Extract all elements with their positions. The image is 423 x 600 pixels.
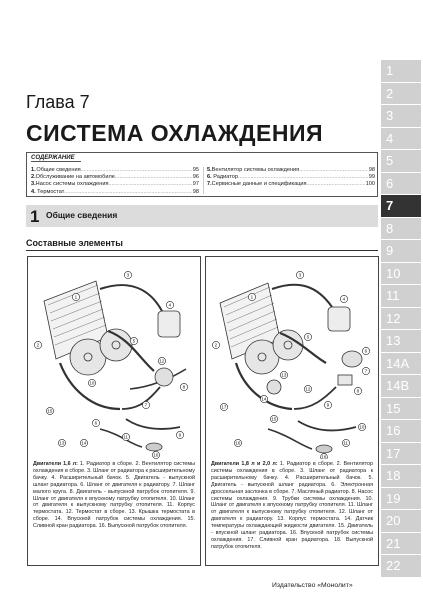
toc-leader — [108, 181, 191, 188]
toc-item-text: Насос системы охлаждения — [35, 181, 109, 188]
callout-5: 5 — [132, 338, 136, 344]
callout-11: 11 — [343, 440, 349, 446]
chapter-title: СИСТЕМА ОХЛАЖДЕНИЯ — [26, 120, 324, 146]
callout-8: 8 — [356, 388, 360, 394]
chapter-tab-11[interactable]: 11 — [381, 285, 421, 307]
toc-leader — [64, 189, 191, 196]
chapter-tab-14a[interactable]: 14A — [381, 353, 421, 375]
toc-item-page: 96 — [192, 174, 199, 181]
toc-column-right — [207, 167, 375, 189]
caption-heading: Двигатели 1,8 л и 2,0 л: — [211, 461, 278, 467]
toc-item[interactable] — [31, 189, 199, 196]
chapter-tab-16[interactable]: 16 — [381, 420, 421, 442]
section-number: 1 — [30, 207, 40, 226]
callout-4: 4 — [168, 302, 172, 308]
publisher-footer: Издательство «Монолит» — [272, 582, 353, 589]
toc-item-num: 2. — [31, 174, 36, 181]
callout-10: 10 — [89, 380, 95, 386]
cooling-diagram-1.8l-2.0l — [208, 259, 376, 459]
callout-6: 6 — [364, 348, 368, 354]
toc-item-num: 4. — [31, 188, 36, 195]
toc-item-page: 98 — [192, 188, 199, 195]
callout-11: 11 — [123, 434, 129, 440]
callout-15: 15 — [47, 408, 53, 414]
callout-13: 13 — [59, 440, 65, 446]
chapter-tab-12[interactable]: 12 — [381, 308, 421, 330]
caption-text: 1. Радиатор в сборе. 2. Вентилятор системы охлаждения в сборе. 3. Шланг от радиатора к расширительному бачку. 4. Расширительный бачок. 5. Двигатель - выпускной шланг радиатора. 6. Шланг от двигателя к радиатору. 7. Шланг малого круга. 8. Двигатель - выпускной патрубок отопителя. 9. Шланг от двигателя к впускному патрубку отопителя. 10. Шланг от двигателя к выпускному патрубку отопителя. 11. Корпус термостата. 12. Термостат в сборе. 13. Крышка термостата в сборе. 14. Впускной патрубок системы охлаждения. 15. Сливной кран радиатора. 16. Выпускной патрубок отопителя. — [33, 461, 195, 530]
caption-heading: Двигатели 1,6 л: — [33, 461, 78, 467]
chapter-tab-17[interactable]: 17 — [381, 443, 421, 465]
callout-18: 18 — [321, 454, 327, 459]
callout-14: 14 — [81, 440, 87, 446]
chapter-tab-15[interactable]: 15 — [381, 398, 421, 420]
toc-heading: СОДЕРЖАНИЕ — [31, 155, 81, 162]
toc-item-text: Вентилятор системы охлаждения — [211, 167, 300, 173]
callout-4: 4 — [342, 296, 346, 302]
toc-leader — [299, 167, 368, 174]
chapter-tab-2[interactable]: 2 — [381, 83, 421, 105]
toc-leader — [238, 174, 368, 181]
diagram-panel-1.6l — [27, 256, 201, 566]
callout-8: 8 — [182, 384, 186, 390]
section-title: Общие сведения — [46, 210, 118, 220]
callout-3: 3 — [126, 272, 130, 278]
toc-item-num: 7. — [207, 181, 212, 188]
chapter-tab-3[interactable]: 3 — [381, 105, 421, 127]
chapter-tabs — [381, 60, 421, 578]
toc-leader — [81, 167, 192, 174]
chapter-tab-4[interactable]: 4 — [381, 128, 421, 150]
section-header — [26, 205, 378, 227]
toc-item-text: Термостат — [37, 188, 65, 195]
toc-item[interactable] — [31, 174, 199, 181]
chapter-tab-18[interactable]: 18 — [381, 465, 421, 487]
toc-item[interactable] — [207, 181, 375, 188]
callout-7: 7 — [144, 402, 148, 408]
callout-2: 2 — [36, 342, 40, 348]
toc-item-num: 5. — [207, 167, 212, 173]
caption-text: 1. Радиатор в сборе. 2. Вентилятор системы охлаждения в сборе. 3. Шланг от радиатора к расширительному бачку. 4. Расширительный бачок. 5. Двигатель - выпускной шланг радиатора. 6. Электронная дроссельная заслонка в сборе. 7. Масляный радиатор. 8. Насос системы охлаждения. 9. Трубки системы охлаждения. 10. Шланг от двигателя к впускному патрубку отопителя. 11. Шланг от двигателя к выпускному патрубку отопителя. 12. Шланг от двигателя к радиатору. 13. Корпус термостата. 14. Датчик температуры охлаждающей жидкости двигателя. 15. Двигатель - впускной шланг радиатора. 16. Впускной патрубок системы охлаждения. 17. Сливной кран радиатора. 18. Выпускной патрубок отопителя. — [211, 461, 373, 550]
callout-9: 9 — [326, 402, 330, 408]
chapter-tab-5[interactable]: 5 — [381, 150, 421, 172]
callout-17: 17 — [221, 404, 227, 410]
toc-leader — [307, 181, 365, 188]
callout-5: 5 — [306, 334, 310, 340]
components-rule — [26, 250, 378, 251]
callout-1: 1 — [250, 294, 254, 300]
chapter-tab-7-active[interactable]: 7 — [381, 195, 421, 217]
callout-9: 9 — [178, 432, 182, 438]
toc-item-page: 99 — [368, 174, 375, 181]
callout-7: 7 — [364, 368, 368, 374]
callout-2: 2 — [214, 342, 218, 348]
callout-3: 3 — [298, 272, 302, 278]
chapter-tab-6[interactable]: 6 — [381, 173, 421, 195]
chapter-tab-13[interactable]: 13 — [381, 330, 421, 352]
callout-12: 12 — [305, 386, 311, 392]
callout-14: 14 — [261, 396, 267, 402]
chapter-tab-10[interactable]: 10 — [381, 263, 421, 285]
toc-item-num: 1. — [31, 167, 36, 173]
toc-item-text: Общие сведения — [36, 167, 81, 173]
chapter-tab-9[interactable]: 9 — [381, 240, 421, 262]
chapter-label: Глава 7 — [26, 92, 90, 112]
components-heading: Составные элементы — [26, 238, 123, 248]
chapter-tab-22[interactable]: 22 — [381, 555, 421, 577]
chapter-tab-21[interactable]: 21 — [381, 533, 421, 555]
toc-item-num: 3. — [31, 181, 36, 188]
caption-1.6l — [33, 461, 195, 530]
cooling-diagram-1.6l — [30, 259, 198, 459]
toc-item[interactable] — [31, 167, 199, 174]
callout-16: 16 — [235, 440, 241, 446]
callout-15: 15 — [271, 416, 277, 422]
callout-12: 12 — [159, 358, 165, 364]
toc-item[interactable] — [207, 167, 375, 174]
toc-item-page: 98 — [368, 167, 375, 173]
toc-item[interactable] — [31, 181, 199, 188]
callout-6: 6 — [94, 420, 98, 426]
toc-item-text: Радиатор — [213, 174, 239, 181]
caption-1.8l-2.0l — [211, 461, 373, 551]
chapter-tab-20[interactable]: 20 — [381, 510, 421, 532]
toc-item-text: Сервисные данные и спецификация — [211, 181, 307, 188]
callout-10: 10 — [359, 424, 365, 430]
callout-1: 1 — [74, 294, 78, 300]
toc-item[interactable] — [207, 174, 375, 181]
toc-item-page: 100 — [365, 181, 375, 188]
callout-13: 13 — [281, 372, 287, 378]
table-of-contents — [26, 152, 378, 197]
toc-item-page: 95 — [192, 167, 199, 173]
toc-leader — [115, 174, 192, 181]
diagram-panel-1.8l-2.0l — [205, 256, 379, 566]
chapter-tab-19[interactable]: 19 — [381, 488, 421, 510]
toc-item-page: 97 — [192, 181, 199, 188]
toc-item-num: 6. — [207, 174, 212, 181]
toc-column-left — [31, 167, 199, 196]
toc-item-text: Обслуживание на автомобиле — [35, 174, 115, 181]
chapter-tab-1[interactable]: 1 — [381, 60, 421, 82]
chapter-tab-14b[interactable]: 14B — [381, 375, 421, 397]
toc-divider — [203, 167, 204, 194]
chapter-tab-8[interactable]: 8 — [381, 218, 421, 240]
callout-16: 16 — [153, 452, 159, 458]
